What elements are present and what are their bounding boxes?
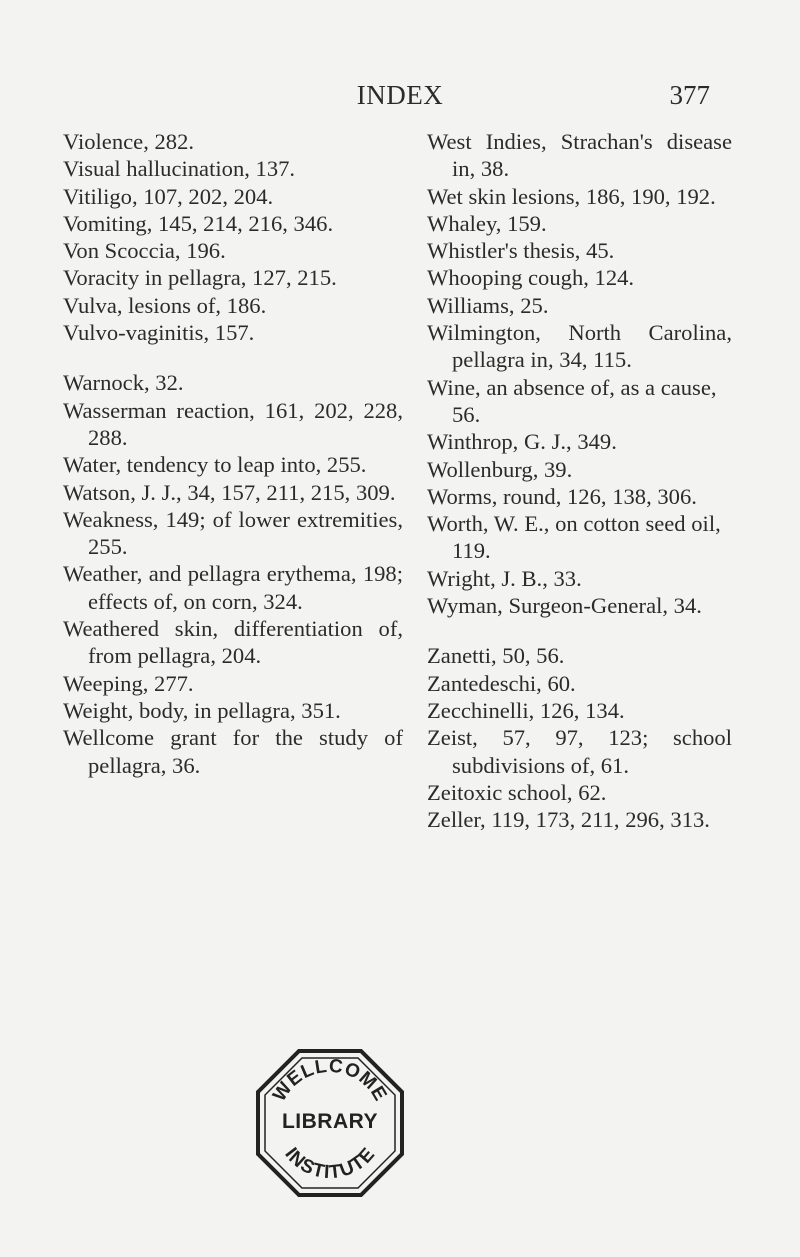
index-entry: Worth, W. E., on cotton seed oil, 119. (427, 511, 721, 564)
index-entry: West Indies, Strachan's disease in, 38. (427, 129, 732, 182)
index-entry: Zeitoxic school, 62. (427, 779, 607, 805)
index-entry: Wyman, Surgeon-General, 34. (427, 593, 702, 619)
index-entry: Worms, round, 126, 138, 306. (427, 483, 697, 509)
index-entry: Von Scoccia, 196. (63, 238, 226, 264)
index-entry: Watson, J. J., 34, 157, 211, 215, 309. (63, 479, 396, 505)
index-entry: Visual hallucination, 137. (63, 156, 296, 182)
index-entry: Weight, body, in pellagra, 351. (63, 697, 341, 723)
svg-text:INSTITUTE (280, 1144, 379, 1184)
index-entry: Whooping cough, 124. (427, 265, 635, 291)
index-entry: Weather, and pellagra erythema, 198; effects of, on corn, 324. (63, 561, 403, 614)
index-entry: Vomiting, 145, 214, 216, 346. (63, 210, 334, 236)
index-entry: Weathered skin, differentiation of, from pellagra, 204. (63, 616, 403, 669)
stamp-bottom-text: INSTITUTE (280, 1143, 380, 1184)
index-entry: Vulvo-vaginitis, 157. (63, 320, 255, 346)
index-entry: Voracity in pellagra, 127, 215. (63, 265, 337, 291)
index-entry: Violence, 282. (63, 129, 195, 154)
index-entry: Wasserman reaction, 161, 202, 228, 288. (63, 397, 403, 450)
index-entry: Wellcome grant for the study of pellagra, 36. (63, 725, 403, 778)
page-header (0, 80, 800, 114)
index-entry: Williams, 25. (427, 292, 549, 318)
index-entry: Wine, an absence of, as a cause, 56. (427, 374, 717, 427)
index-entry: Winthrop, G. J., 349. (427, 429, 617, 455)
index-entry: Warnock, 32. (63, 370, 184, 396)
index-entry: Zantedeschi, 60. (427, 670, 576, 696)
index-entry: Zanetti, 50, 56. (427, 643, 565, 669)
index-entry: Whistler's thesis, 45. (427, 238, 615, 264)
index-entry: Water, tendency to leap into, 255. (63, 452, 367, 478)
index-entry: Weakness, 149; of lower extremities, 255. (63, 506, 403, 560)
index-entry: Vulva, lesions of, 186. (63, 292, 267, 318)
index-entry: Vitiligo, 107, 202, 204. (63, 183, 274, 209)
index-entry: Wilmington, North Carolina, pellagra in, 34, 115. (427, 320, 732, 373)
stamp-label: LIBRARY (281, 1110, 379, 1133)
index-entry: Whaley, 159. (427, 210, 547, 236)
page-number: 377 (669, 80, 710, 110)
index-entry: Wet skin lesions, 186, 190, 192. (427, 183, 716, 209)
stamp-top-text: WELLCOME (269, 1055, 392, 1106)
index-entry: Weeping, 277. (63, 670, 194, 696)
index-entry: Wright, J. B., 33. (427, 565, 582, 591)
index-entry: Wollenburg, 39. (427, 456, 573, 482)
library-stamp (255, 1048, 405, 1198)
index-entry: Zeller, 119, 173, 211, 296, 313. (427, 807, 710, 833)
index-column-right (427, 128, 732, 833)
index-column-left (63, 128, 403, 779)
page-title: INDEX (356, 80, 444, 110)
index-entry: Zeist, 57, 97, 123; school subdivisions of, 61. (427, 725, 732, 778)
index-entry: Zecchinelli, 126, 134. (427, 697, 625, 723)
